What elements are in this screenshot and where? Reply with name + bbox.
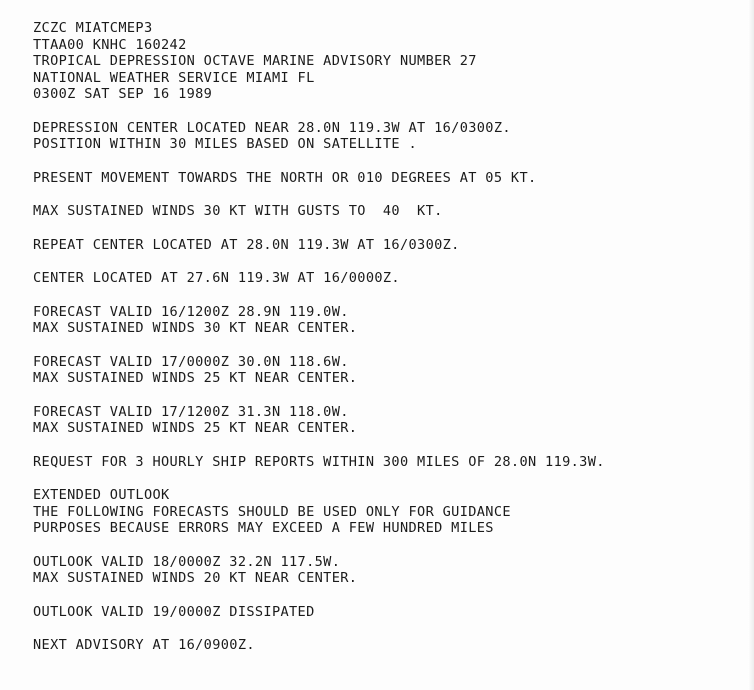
header-block [33, 20, 748, 103]
extended-outlook-line: THE FOLLOWING FORECASTS SHOULD BE USED ONLY FOR GUIDANCE [33, 503, 511, 520]
center-line: POSITION WITHIN 30 MILES BASED ON SATELLITE . [33, 136, 418, 152]
forecast-winds-line: MAX SUSTAINED WINDS 25 KT NEAR CENTER. [33, 370, 358, 386]
ship-report-request-line: REQUEST FOR 3 HOURLY SHIP REPORTS WITHIN 300 MILES OF 28.0N 119.3W. [33, 453, 605, 470]
forecast-valid-line: FORECAST VALID 17/0000Z 30.0N 118.6W. [33, 353, 349, 370]
forecast-valid-line: FORECAST VALID 17/1200Z 31.3N 118.0W. [33, 403, 349, 420]
winds-line: MAX SUSTAINED WINDS 30 KT WITH GUSTS TO 40 KT. [33, 203, 443, 219]
outlook-dissipated-line: OUTLOOK VALID 19/0000Z DISSIPATED [33, 603, 315, 620]
extended-outlook-heading: EXTENDED OUTLOOK [33, 487, 170, 503]
forecast-valid-line: FORECAST VALID 16/1200Z 28.9N 119.0W. [33, 303, 349, 320]
header-line: ZCZC MIATCMEP3 [33, 20, 153, 36]
outlook-block [33, 554, 748, 587]
prior-center-line: CENTER LOCATED AT 27.6N 119.3W AT 16/0000Z. [33, 270, 400, 286]
outlook-valid-line: OUTLOOK VALID 18/0000Z 32.2N 117.5W. [33, 553, 341, 570]
next-advisory-line: NEXT ADVISORY AT 16/0900Z. [33, 637, 255, 653]
forecast-block [33, 354, 748, 387]
extended-outlook-line: PURPOSES BECAUSE ERRORS MAY EXCEED A FEW HUNDRED MILES [33, 520, 494, 536]
page-edge-shadow [748, 0, 754, 690]
forecast-block [33, 404, 748, 437]
forecast-winds-line: MAX SUSTAINED WINDS 30 KT NEAR CENTER. [33, 320, 358, 336]
forecast-block [33, 304, 748, 337]
center-line: DEPRESSION CENTER LOCATED NEAR 28.0N 119.3W AT 16/0300Z. [33, 119, 511, 136]
repeat-center-line: REPEAT CENTER LOCATED AT 28.0N 119.3W AT 16/0300Z. [33, 236, 460, 253]
header-line: TROPICAL DEPRESSION OCTAVE MARINE ADVISORY NUMBER 27 [33, 53, 477, 69]
movement-line: PRESENT MOVEMENT TOWARDS THE NORTH OR 010 DEGREES AT 05 KT. [33, 169, 537, 186]
forecast-winds-line: MAX SUSTAINED WINDS 25 KT NEAR CENTER. [33, 420, 358, 436]
extended-outlook-block [33, 487, 748, 537]
advisory-text [33, 20, 748, 654]
center-block [33, 120, 748, 153]
header-line: TTAA00 KNHC 160242 [33, 36, 187, 53]
header-line: NATIONAL WEATHER SERVICE MIAMI FL [33, 69, 315, 86]
outlook-winds-line: MAX SUSTAINED WINDS 20 KT NEAR CENTER. [33, 570, 358, 586]
header-line: 0300Z SAT SEP 16 1989 [33, 86, 213, 102]
